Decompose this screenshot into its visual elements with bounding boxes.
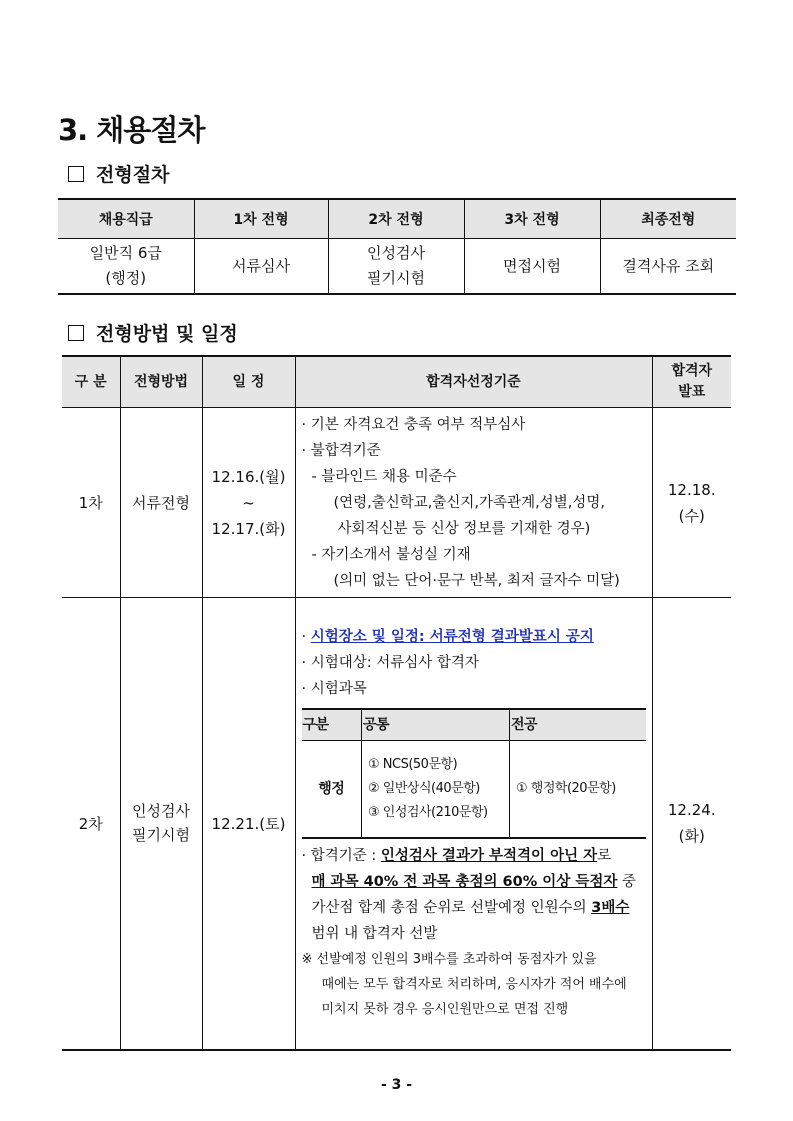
pass-highlight: 인성검사 결과가 부적격이 아닌 자 [380,848,598,864]
round2-target: · 시험대상: 서류심사 합격자 [301,655,479,671]
section-heading-procedure [68,160,169,187]
round2-subjects-label: · 시험과목 [301,681,367,697]
note-line: 미치지 못하 경우 응시인원만으로 면접 진행 [321,1002,569,1017]
bullet: · [301,629,311,645]
header-final: 최종전형 [600,199,736,239]
round2-schedule: 12.21.(토) [202,598,295,1050]
section-heading-text: 전형방법 및 일정 [96,323,238,345]
header-schedule: 일 정 [202,356,295,408]
pass-text: 로 [597,848,612,864]
subject-common [362,741,510,839]
cell-grade [58,239,194,295]
round2-announce-date: 12.24. [667,801,716,820]
round2-announce-day: (화) [678,827,705,846]
round2-criteria [295,598,652,1050]
round1-date-sep: ~ [242,493,255,512]
round2-notice-line [302,624,646,650]
round1-announce [652,408,731,598]
criteria-line: · 기본 자격요건 충족 여부 적부심사 [301,417,526,433]
section-heading-text: 전형절차 [96,164,170,186]
subject-header-major: 전공 [510,709,646,741]
round2-notice: 시험장소 및 일정: 서류전형 결과발표시 공지 [310,629,594,645]
common-subject: ① NCS(50문항) [368,757,458,772]
checkbox-square-icon [68,325,84,341]
checkbox-square-icon [68,166,84,182]
note-line: 때에는 모두 합격자로 처리하며, 응시자가 적어 배수에 [321,977,627,992]
round1-schedule [202,408,295,598]
round2-method [120,598,202,1050]
pass-prefix: · 합격기준 : [301,848,381,864]
round1-category: 1차 [62,408,120,598]
common-subject: ② 일반상식(40문항) [368,781,480,796]
subject-table [302,708,646,839]
announce-header-line1: 합격자 [671,363,713,379]
header-announce [652,356,731,408]
method-schedule-table [62,355,731,1051]
subject-header-category: 구분 [302,709,362,741]
pass-criteria-line4: 범위 내 합격자 선발 [311,926,438,942]
round1-date-end: 12.17.(화) [211,519,286,538]
grade-line1: 일반직 6급 [89,244,162,262]
pass-criteria-line3 [302,895,646,921]
announce-header-line2: 발표 [678,384,706,400]
round2-method-line2: 필기시험 [132,826,190,845]
round1-criteria [295,408,652,598]
grade-line2: (행정) [105,269,147,287]
page-number: - 3 - [380,1077,413,1093]
header-category: 구 분 [62,356,120,408]
round2-announce [652,598,731,1050]
round2-category: 2차 [62,598,120,1050]
header-stage2: 2차 전형 [328,199,464,239]
pass-criteria-line1 [302,843,646,869]
subject-header-common: 공통 [362,709,510,741]
table-row-round2 [62,598,731,1050]
table-row [302,741,646,839]
subject-major: ① 행정학(20문항) [510,741,646,839]
round1-method: 서류전형 [120,408,202,598]
cell-stage3: 면접시험 [464,239,600,295]
pass-highlight: 매 과목 40% 전 과목 총점의 60% 이상 득점자 [311,874,618,890]
table-row-round1 [62,408,731,598]
cell-stage1: 서류심사 [194,239,328,295]
criteria-line: (연령,출신학교,출신지,가족관계,성별,성명, [333,495,605,511]
stage2-line1: 인성검사 [367,244,425,262]
header-criteria: 합격자선정기준 [295,356,652,408]
header-stage3: 3차 전형 [464,199,600,239]
round1-date-start: 12.16.(월) [211,467,286,486]
common-subject: ③ 인성검사(210문항) [368,805,488,820]
cell-final: 결격사유 조회 [600,239,736,295]
criteria-line: (의미 없는 단어·문구 반복, 최저 글자수 미달) [333,573,620,589]
pass-highlight: 3배수 [591,900,630,916]
round1-announce-date: 12.18. [667,480,716,499]
page-title: 3. 채용절차 [58,113,205,147]
header-stage1: 1차 전형 [194,199,328,239]
pass-text: 중 [617,874,637,890]
pass-text: 가산점 합계 총점 순위로 선발예정 인원수의 [311,900,592,916]
header-grade: 채용직급 [58,199,194,239]
header-method: 전형방법 [120,356,202,408]
section-heading-method [68,319,238,346]
pass-criteria-line2 [302,869,646,895]
criteria-line: · 불합격기준 [301,443,381,459]
round1-announce-day: (수) [678,506,705,525]
cell-stage2 [328,239,464,295]
procedure-table [58,198,736,295]
round2-method-line1: 인성검사 [132,802,190,821]
subject-category: 행정 [302,741,362,839]
table-row [58,239,736,295]
stage2-line2: 필기시험 [367,269,425,287]
criteria-line: 사회적신분 등 신상 정보를 기재한 경우) [337,521,591,537]
note-line: ※ 선발예정 인원의 3배수를 초과하여 동점자가 있을 [301,952,597,967]
criteria-line: - 자기소개서 불성실 기재 [311,547,471,563]
criteria-line: - 블라인드 채용 미준수 [311,469,457,485]
